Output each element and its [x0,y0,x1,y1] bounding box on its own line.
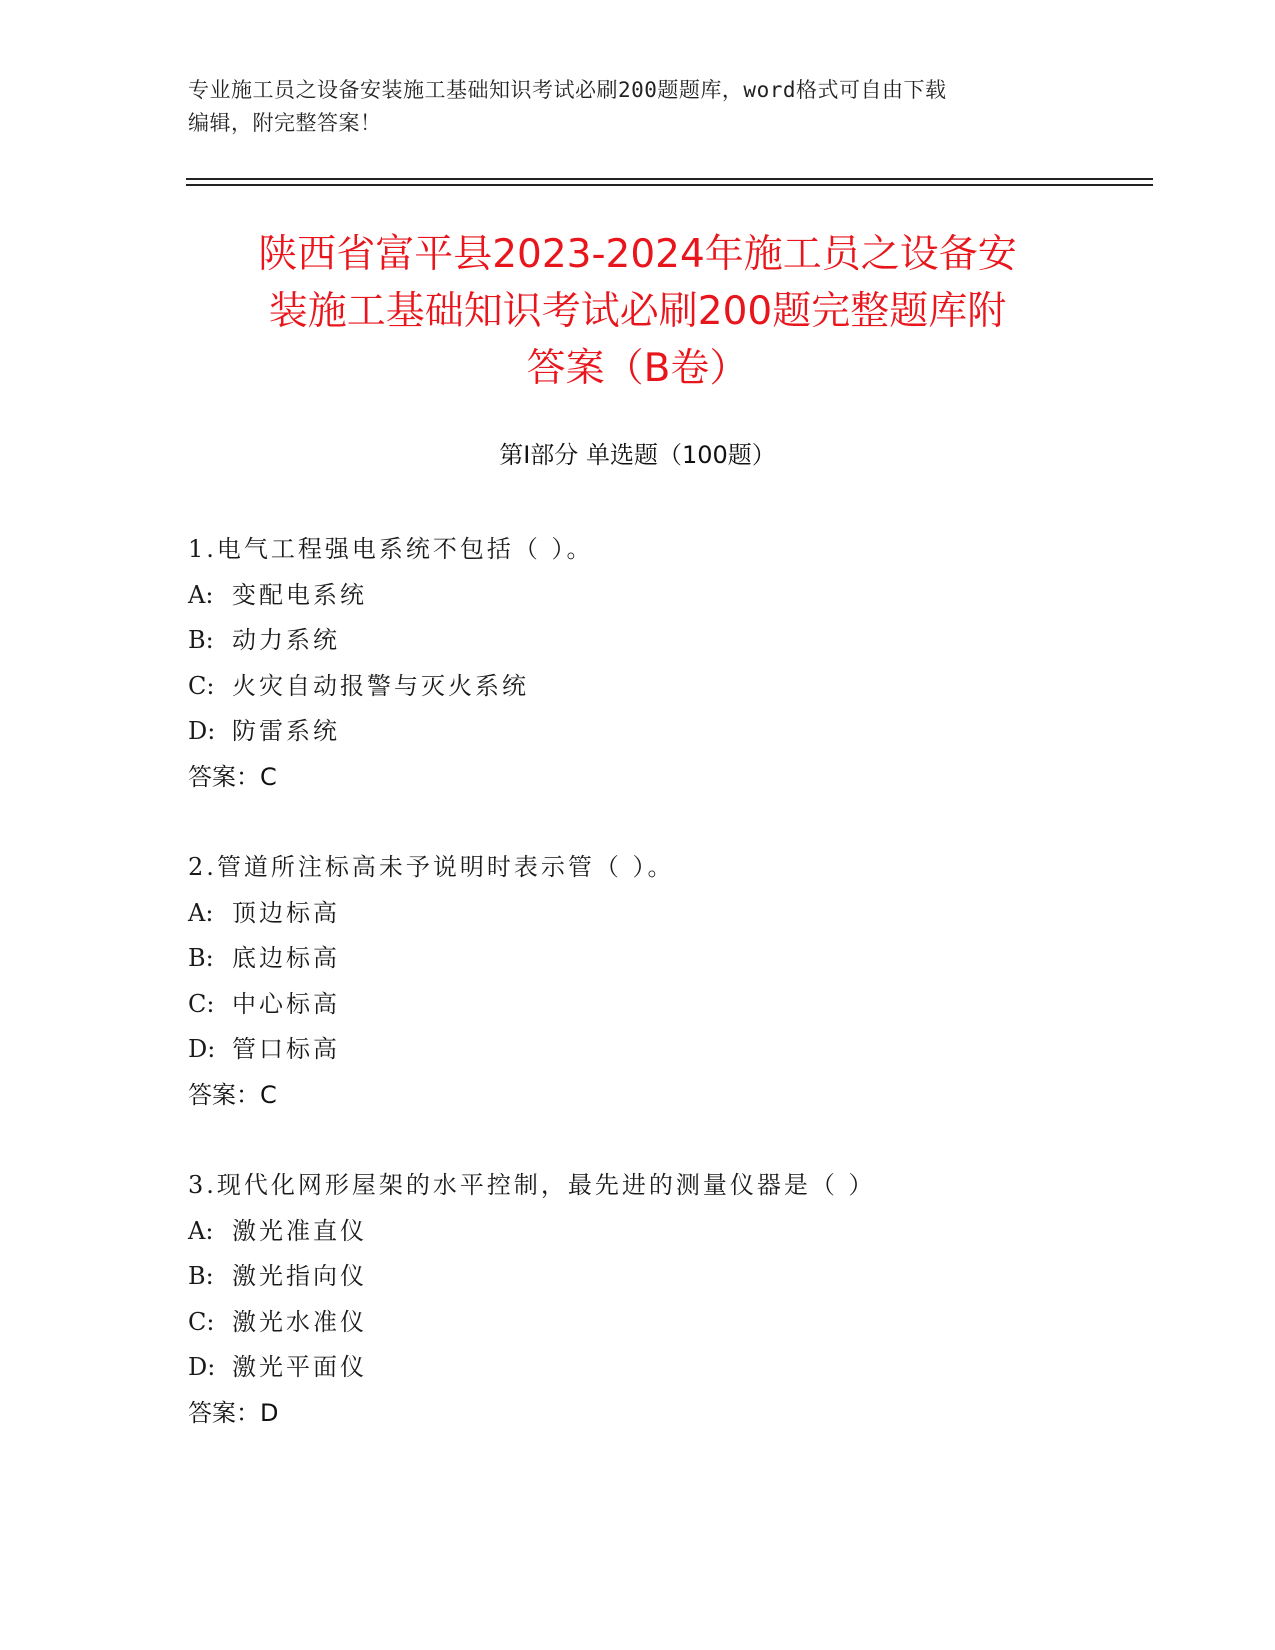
option-text: 底边标高 [232,944,340,972]
option-text: 变配电系统 [232,580,367,609]
answer: 答案：C [188,1080,277,1109]
header-divider-top [186,178,1153,180]
option-text: 激光指向仪 [232,1262,367,1290]
answer: 答案：D [188,1398,279,1427]
question-2 [188,845,1138,1118]
option-key: B: [188,626,214,654]
option-c [188,1300,1138,1346]
question-1 [188,527,1138,800]
option-text: 顶边标高 [232,898,340,927]
option-key: C: [188,671,215,700]
option-text: 激光平面仪 [232,1353,367,1381]
option-key: C: [188,989,215,1018]
option-key: D: [188,717,216,745]
document-title [150,226,1125,397]
answer: 答案：C [188,762,277,791]
option-b [188,618,1138,664]
option-text: 火灾自动报警与灭火系统 [232,671,529,700]
option-a [188,573,1138,619]
section-title: 第Ⅰ部分 单选题（100题） [499,441,776,469]
option-b [188,936,1138,982]
option-key: D: [188,1353,216,1381]
option-key: A: [188,898,214,927]
option-key: B: [188,1262,214,1290]
option-d [188,1345,1138,1391]
document-title-line-1: 陕西省富平县2023-2024年施工员之设备安 [258,232,1017,277]
header-note-line-1: 专业施工员之设备安装施工基础知识考试必刷200题题库，word格式可自由下载 [188,78,947,102]
question-stem: 3.现代化网形屋架的水平控制，最先进的测量仪器是（ ） [188,1171,876,1199]
option-a [188,891,1138,937]
document-title-line-3: 答案（B卷） [526,346,749,391]
option-key: A: [188,580,214,609]
option-b [188,1254,1138,1300]
option-c [188,664,1138,710]
option-a [188,1209,1138,1255]
option-key: A: [188,1216,214,1245]
option-text: 管口标高 [232,1035,340,1063]
option-text: 激光准直仪 [232,1216,367,1245]
header-divider-bottom [186,184,1153,186]
option-text: 动力系统 [232,626,340,654]
question-3 [188,1163,1138,1436]
option-c [188,982,1138,1028]
option-key: D: [188,1035,216,1063]
document-title-line-2: 装施工基础知识考试必刷200题完整题库附 [268,289,1007,334]
option-key: C: [188,1307,215,1336]
option-key: B: [188,944,214,972]
option-text: 中心标高 [232,989,340,1018]
header-note [188,74,1088,140]
question-stem: 1.电气工程强电系统不包括（ ）。 [188,535,594,563]
header-note-line-2: 编辑，附完整答案！ [188,111,382,135]
option-d [188,1027,1138,1073]
option-text: 防雷系统 [232,717,340,745]
question-stem: 2.管道所注标高未予说明时表示管（ ）。 [188,853,675,881]
option-text: 激光水准仪 [232,1307,367,1336]
option-d [188,709,1138,755]
